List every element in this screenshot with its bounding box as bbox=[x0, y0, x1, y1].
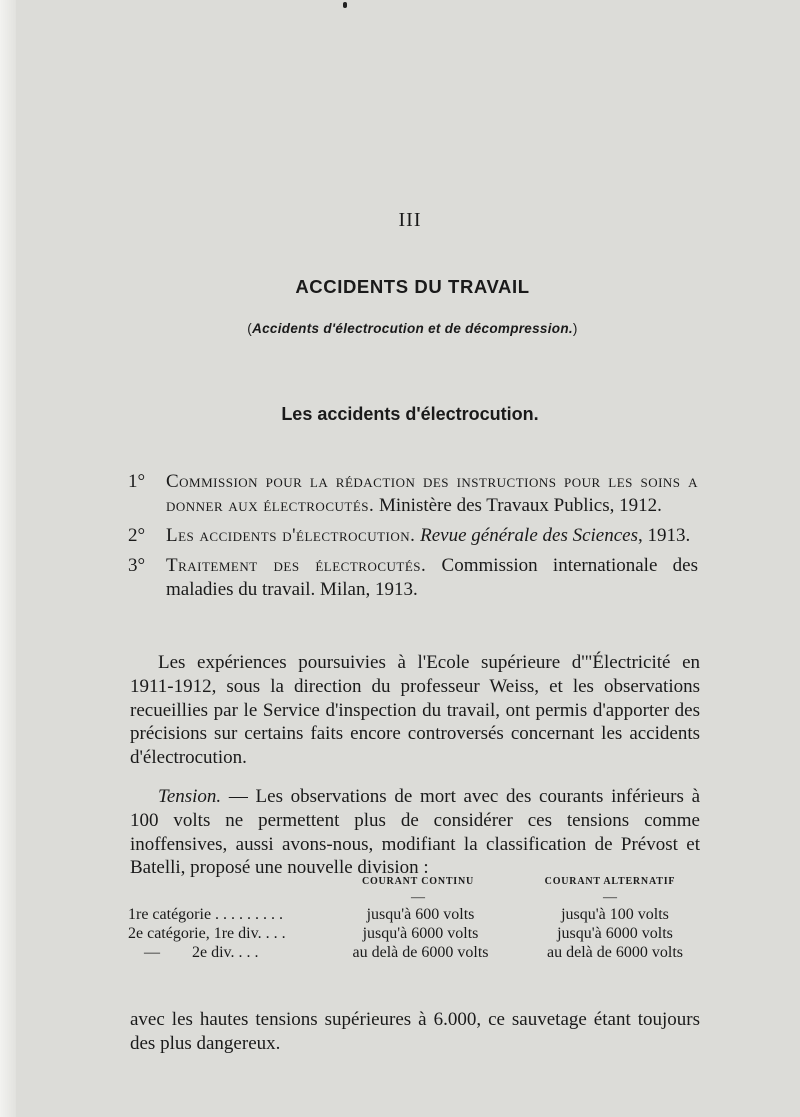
reference-title: Commission pour la rédaction des instructions pour les soins a donner aux électrocutés. bbox=[166, 471, 698, 516]
paragraph-body: — Les observations de mort avec des courants inférieurs à 100 volts ne permettent plus de considérer ces tensions comme inoffensives, aussi avons-nous, modifiant la classification de Prévost et Batelli, proposé une nouvelle division : bbox=[130, 786, 700, 879]
reference-source: Commission internationale des maladies du travail. Milan, 1913. bbox=[166, 555, 698, 600]
header-courant-continu: COURANT CONTINU bbox=[361, 876, 475, 887]
subtitle-close-paren: ) bbox=[572, 321, 578, 336]
cell-alternatif: jusqu'à 6000 volts bbox=[557, 925, 673, 942]
section-heading: Les accidents d'électrocution. bbox=[281, 404, 539, 424]
header-courant-alternatif: COURANT ALTERNATIF bbox=[544, 876, 676, 887]
section-number: III bbox=[398, 209, 422, 231]
reference-item bbox=[128, 554, 698, 602]
table-row bbox=[128, 906, 700, 925]
reference-item bbox=[128, 524, 698, 548]
reference-item bbox=[128, 470, 698, 518]
scan-edge bbox=[0, 0, 16, 1117]
table-row bbox=[128, 925, 700, 944]
cell-continu: jusqu'à 6000 volts bbox=[362, 925, 479, 942]
paragraph-tension bbox=[130, 785, 700, 880]
voltage-table bbox=[128, 876, 700, 963]
row-label: 1re catégorie . . . . . . . . . bbox=[128, 906, 284, 923]
reference-source: Ministère des Travaux Publics, 1912. bbox=[374, 495, 662, 516]
reference-title: Traitement des électrocutés. bbox=[166, 555, 427, 576]
paragraph-experiments: Les expériences poursuivies à l'Ecole supérieure d'"Électricité en 1911-1912, sous la direction du professeur Weiss, et les observations recueillies par le Service d'inspection du travail, ont permis d'apporter des précisions sur certains faits encore controversés concernant les accidents d'électrocution. bbox=[130, 652, 700, 769]
cell-continu: jusqu'à 600 volts bbox=[366, 906, 475, 923]
table-header bbox=[128, 876, 700, 906]
cell-alternatif: jusqu'à 100 volts bbox=[561, 906, 669, 923]
reference-source: , 1913. bbox=[638, 525, 691, 546]
reference-title: Les accidents d'électrocution. bbox=[166, 525, 416, 546]
cell-alternatif: au delà de 6000 volts bbox=[547, 944, 683, 961]
table-row bbox=[128, 944, 700, 963]
subtitle-text: Accidents d'électrocution et de décompression. bbox=[252, 321, 573, 336]
reference-number: 2° bbox=[128, 525, 146, 546]
paragraph-conclusion: avec les hautes tensions supérieures à 6.000, ce sauvetage étant toujours des plus dangereux. bbox=[130, 1009, 700, 1054]
row-label: 2e catégorie, 1re div. . . . bbox=[128, 925, 286, 942]
subtitle bbox=[0, 321, 800, 336]
ink-dot bbox=[343, 2, 347, 8]
page-title: ACCIDENTS DU TRAVAIL bbox=[295, 276, 530, 297]
header-dash: — bbox=[603, 890, 617, 905]
header-dash: — bbox=[411, 890, 425, 905]
reference-number: 3° bbox=[128, 555, 146, 576]
reference-number: 1° bbox=[128, 471, 146, 492]
row-label: — 2e div. . . . bbox=[128, 944, 259, 961]
paragraph-lead: Tension. bbox=[158, 786, 222, 807]
subtitle-open-paren: ( bbox=[247, 321, 253, 336]
cell-continu: au delà de 6000 volts bbox=[352, 944, 489, 961]
reference-journal: Revue générale des Sciences bbox=[415, 525, 639, 546]
reference-list bbox=[128, 470, 698, 608]
